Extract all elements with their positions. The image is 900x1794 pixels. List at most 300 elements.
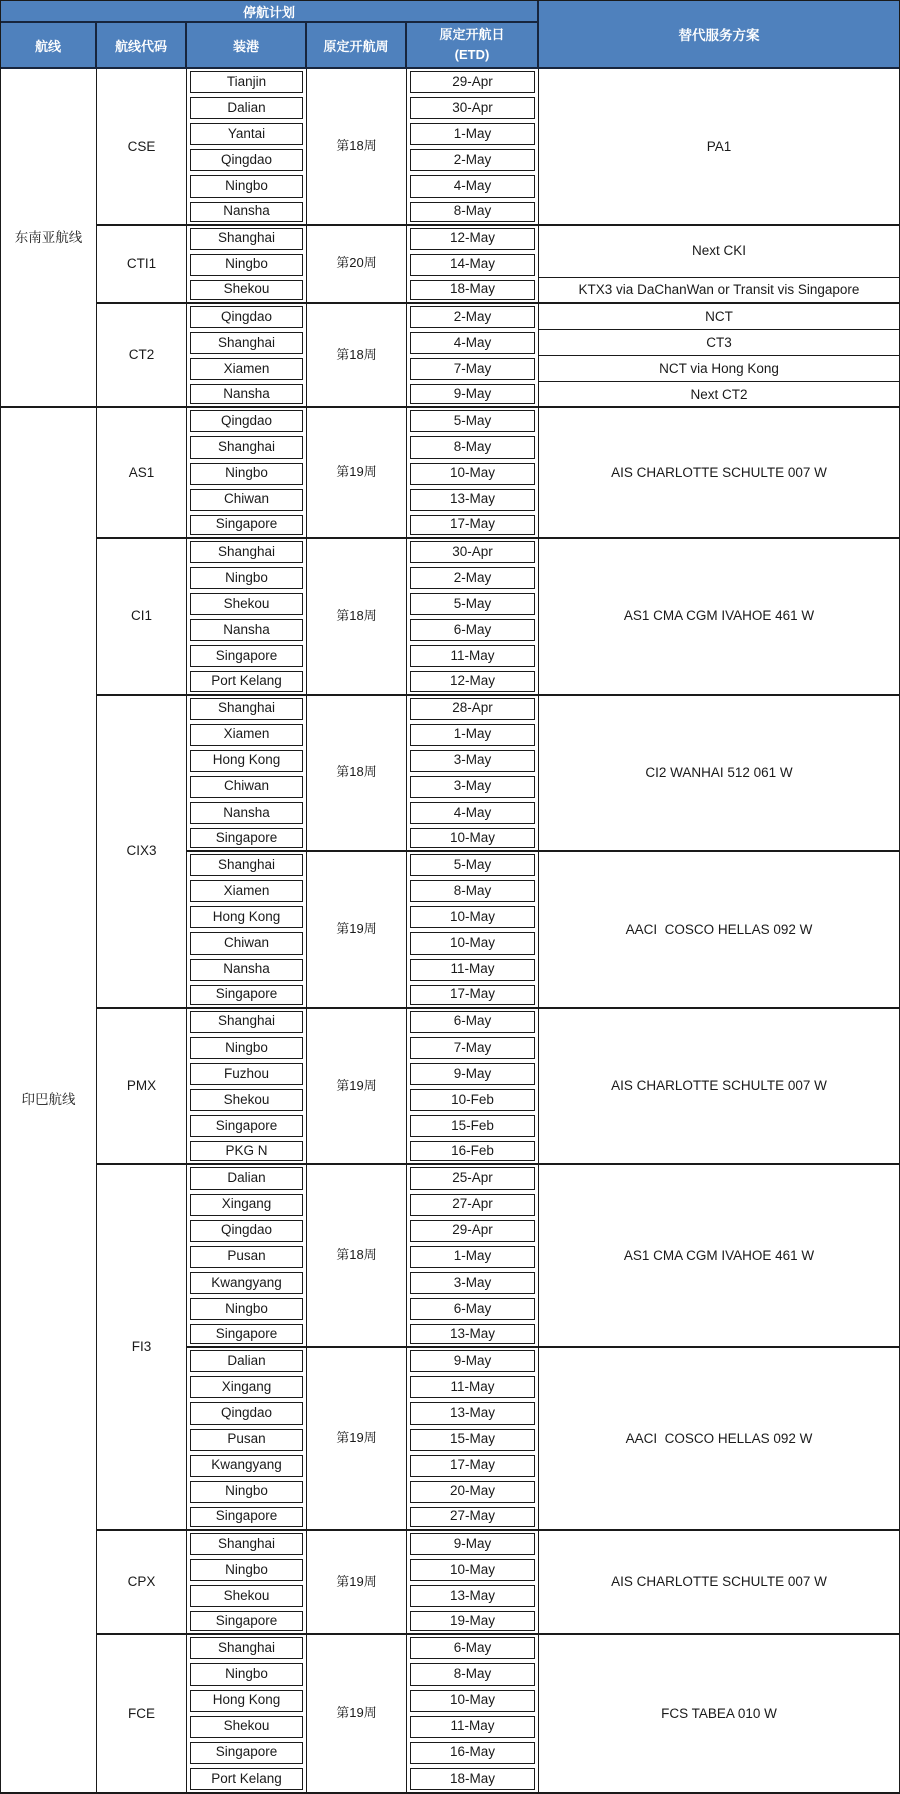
- port-name: Shanghai: [190, 854, 303, 876]
- port-cell: [187, 1400, 307, 1426]
- etd-date: 20-May: [410, 1481, 535, 1503]
- alt-service-cell: NCT: [539, 304, 899, 330]
- route-code-cell: CTI1: [97, 226, 187, 304]
- port-name: Xiamen: [190, 880, 303, 902]
- port-name: Shanghai: [190, 332, 303, 354]
- etd-cell: [407, 591, 539, 617]
- route-code-cell: PMX: [97, 1009, 187, 1166]
- port-name: Ningbo: [190, 463, 303, 485]
- port-cell: [187, 1244, 307, 1270]
- port-name: Shanghai: [190, 1533, 303, 1555]
- etd-date: 11-May: [410, 1716, 535, 1738]
- port-cell: [187, 200, 307, 226]
- port-cell: [187, 1661, 307, 1687]
- port-cell: [187, 565, 307, 591]
- etd-cell: [407, 1531, 539, 1557]
- port-name: Nansha: [190, 619, 303, 641]
- port-cell: [187, 304, 307, 330]
- header-etd-line2: (ETD): [454, 47, 490, 62]
- port-cell: [187, 1766, 307, 1792]
- port-name: Hong Kong: [190, 906, 303, 928]
- etd-date: 2-May: [410, 567, 535, 589]
- port-name: Nansha: [190, 384, 303, 404]
- etd-cell: [407, 1714, 539, 1740]
- etd-date: 25-Apr: [410, 1167, 535, 1189]
- port-name: Ningbo: [190, 175, 303, 197]
- etd-cell: [407, 1296, 539, 1322]
- etd-date: 2-May: [410, 306, 535, 328]
- week-cell: 第20周: [307, 226, 407, 304]
- etd-cell: [407, 1061, 539, 1087]
- port-name: Shanghai: [190, 436, 303, 458]
- etd-date: 4-May: [410, 802, 535, 824]
- alt-service-cell: AIS CHARLOTTE SCHULTE 007 W: [539, 1531, 899, 1635]
- port-cell: [187, 461, 307, 487]
- etd-cell: [407, 1400, 539, 1426]
- etd-date: 14-May: [410, 254, 535, 276]
- etd-date: 13-May: [410, 1324, 535, 1344]
- port-cell: [187, 1218, 307, 1244]
- port-name: Shekou: [190, 1089, 303, 1111]
- alt-service-cell: NCT via Hong Kong: [539, 356, 899, 382]
- etd-cell: [407, 539, 539, 565]
- etd-cell: [407, 1453, 539, 1479]
- port-cell: [187, 696, 307, 722]
- port-name: Pusan: [190, 1246, 303, 1268]
- etd-cell: [407, 1165, 539, 1191]
- etd-cell: [407, 1766, 539, 1792]
- etd-date: 8-May: [410, 1663, 535, 1685]
- port-name: Singapore: [190, 515, 303, 535]
- etd-date: 17-May: [410, 515, 535, 535]
- port-cell: [187, 1609, 307, 1635]
- etd-date: 10-Feb: [410, 1089, 535, 1111]
- port-cell: [187, 95, 307, 121]
- etd-date: 1-May: [410, 724, 535, 746]
- etd-cell: [407, 304, 539, 330]
- port-cell: [187, 513, 307, 539]
- port-name: Shanghai: [190, 1637, 303, 1659]
- port-name: Kwangyang: [190, 1272, 303, 1294]
- etd-cell: [407, 1218, 539, 1244]
- etd-cell: [407, 930, 539, 956]
- port-name: Singapore: [190, 985, 303, 1005]
- port-name: Shekou: [190, 593, 303, 615]
- route-group-cell: 印巴航线: [1, 408, 97, 1792]
- etd-cell: [407, 434, 539, 460]
- etd-date: 6-May: [410, 1637, 535, 1659]
- port-name: Nansha: [190, 202, 303, 222]
- port-cell: [187, 852, 307, 878]
- etd-date: 18-May: [410, 1768, 535, 1790]
- etd-date: 29-Apr: [410, 1220, 535, 1242]
- etd-cell: [407, 643, 539, 669]
- port-name: Qingdao: [190, 410, 303, 432]
- port-cell: [187, 1087, 307, 1113]
- etd-cell: [407, 173, 539, 199]
- port-name: Nansha: [190, 802, 303, 824]
- etd-date: 10-May: [410, 1690, 535, 1712]
- port-name: Ningbo: [190, 1481, 303, 1503]
- week-cell: 第19周: [307, 1531, 407, 1635]
- etd-date: 10-May: [410, 463, 535, 485]
- port-cell: [187, 1270, 307, 1296]
- port-name: Ningbo: [190, 1559, 303, 1581]
- etd-cell: [407, 1035, 539, 1061]
- week-cell: 第18周: [307, 1165, 407, 1348]
- etd-date: 9-May: [410, 1533, 535, 1555]
- port-name: Pusan: [190, 1429, 303, 1451]
- port-name: Port Kelang: [190, 1768, 303, 1790]
- port-cell: [187, 539, 307, 565]
- route-code-cell: FI3: [97, 1165, 187, 1530]
- week-cell: 第18周: [307, 304, 407, 408]
- port-cell: [187, 487, 307, 513]
- etd-cell: [407, 1087, 539, 1113]
- port-cell: [187, 278, 307, 304]
- header-etd-line1: 原定开航日: [439, 26, 505, 42]
- port-cell: [187, 878, 307, 904]
- port-name: Qingdao: [190, 1402, 303, 1424]
- header-route-code: 航线代码: [97, 23, 187, 69]
- port-name: Dalian: [190, 1167, 303, 1189]
- alt-service-cell: PA1: [539, 69, 899, 226]
- week-cell: 第19周: [307, 1348, 407, 1531]
- port-name: Xingang: [190, 1376, 303, 1398]
- port-cell: [187, 408, 307, 434]
- etd-date: 18-May: [410, 280, 535, 300]
- port-name: Dalian: [190, 97, 303, 119]
- etd-date: 8-May: [410, 436, 535, 458]
- etd-cell: [407, 904, 539, 930]
- week-cell: 第19周: [307, 408, 407, 539]
- route-code-cell: CPX: [97, 1531, 187, 1635]
- etd-date: 5-May: [410, 854, 535, 876]
- port-cell: [187, 1348, 307, 1374]
- port-name: PKG N: [190, 1141, 303, 1161]
- port-cell: [187, 147, 307, 173]
- etd-cell: [407, 382, 539, 408]
- etd-date: 11-May: [410, 1376, 535, 1398]
- etd-date: 8-May: [410, 202, 535, 222]
- alt-service-cell: Next CT2: [539, 382, 899, 408]
- week-cell: 第19周: [307, 1009, 407, 1166]
- port-cell: [187, 1427, 307, 1453]
- etd-date: 19-May: [410, 1611, 535, 1631]
- port-name: Tianjin: [190, 71, 303, 93]
- port-name: Shanghai: [190, 698, 303, 720]
- alt-service-cell: AIS CHARLOTTE SCHULTE 007 W: [539, 1009, 899, 1166]
- etd-cell: [407, 722, 539, 748]
- route-code-cell: AS1: [97, 408, 187, 539]
- port-cell: [187, 983, 307, 1009]
- etd-cell: [407, 1192, 539, 1218]
- week-cell: 第18周: [307, 696, 407, 853]
- etd-cell: [407, 826, 539, 852]
- etd-date: 11-May: [410, 959, 535, 981]
- port-cell: [187, 1714, 307, 1740]
- port-name: Qingdao: [190, 149, 303, 171]
- etd-cell: [407, 774, 539, 800]
- port-cell: [187, 930, 307, 956]
- port-name: Shanghai: [190, 541, 303, 563]
- etd-date: 15-Feb: [410, 1115, 535, 1137]
- port-name: Singapore: [190, 828, 303, 848]
- port-cell: [187, 904, 307, 930]
- port-cell: [187, 1009, 307, 1035]
- port-cell: [187, 722, 307, 748]
- port-name: Singapore: [190, 645, 303, 667]
- etd-date: 12-May: [410, 228, 535, 250]
- header-route: 航线: [1, 23, 97, 69]
- etd-cell: [407, 69, 539, 95]
- port-cell: [187, 1688, 307, 1714]
- etd-cell: [407, 330, 539, 356]
- route-code-cell: FCE: [97, 1635, 187, 1792]
- port-name: Ningbo: [190, 254, 303, 276]
- alt-service-cell: KTX3 via DaChanWan or Transit vis Singapore: [539, 278, 899, 304]
- etd-cell: [407, 487, 539, 513]
- port-cell: [187, 1531, 307, 1557]
- etd-cell: [407, 1609, 539, 1635]
- etd-cell: [407, 513, 539, 539]
- etd-cell: [407, 461, 539, 487]
- etd-cell: [407, 748, 539, 774]
- etd-date: 3-May: [410, 1272, 535, 1294]
- port-cell: [187, 826, 307, 852]
- etd-date: 10-May: [410, 828, 535, 848]
- etd-date: 30-Apr: [410, 97, 535, 119]
- etd-date: 27-Apr: [410, 1194, 535, 1216]
- port-name: Shanghai: [190, 228, 303, 250]
- alt-service-cell: AS1 CMA CGM IVAHOE 461 W: [539, 1165, 899, 1348]
- port-name: Dalian: [190, 1350, 303, 1372]
- port-name: Ningbo: [190, 567, 303, 589]
- etd-date: 3-May: [410, 750, 535, 772]
- port-cell: [187, 121, 307, 147]
- etd-date: 16-May: [410, 1742, 535, 1764]
- port-name: Xiamen: [190, 724, 303, 746]
- etd-date: 27-May: [410, 1507, 535, 1527]
- etd-date: 12-May: [410, 671, 535, 691]
- port-cell: [187, 382, 307, 408]
- etd-date: 13-May: [410, 489, 535, 511]
- etd-date: 16-Feb: [410, 1141, 535, 1161]
- port-name: Hong Kong: [190, 1690, 303, 1712]
- etd-cell: [407, 1374, 539, 1400]
- etd-cell: [407, 1348, 539, 1374]
- etd-date: 9-May: [410, 1063, 535, 1085]
- etd-cell: [407, 852, 539, 878]
- etd-date: 29-Apr: [410, 71, 535, 93]
- alt-service-cell: Next CKI: [539, 226, 899, 278]
- port-name: Qingdao: [190, 306, 303, 328]
- etd-date: 15-May: [410, 1429, 535, 1451]
- etd-date: 11-May: [410, 645, 535, 667]
- etd-date: 8-May: [410, 880, 535, 902]
- port-cell: [187, 330, 307, 356]
- header-alternative-service: 替代服务方案: [539, 1, 899, 69]
- port-cell: [187, 1740, 307, 1766]
- port-cell: [187, 1453, 307, 1479]
- etd-date: 13-May: [410, 1402, 535, 1424]
- port-name: Singapore: [190, 1742, 303, 1764]
- alt-service-cell: AIS CHARLOTTE SCHULTE 007 W: [539, 408, 899, 539]
- alt-service-cell: AS1 CMA CGM IVAHOE 461 W: [539, 539, 899, 696]
- port-cell: [187, 1061, 307, 1087]
- etd-cell: [407, 200, 539, 226]
- port-cell: [187, 1113, 307, 1139]
- route-code-cell: CSE: [97, 69, 187, 226]
- port-name: Ningbo: [190, 1037, 303, 1059]
- etd-cell: [407, 983, 539, 1009]
- etd-cell: [407, 957, 539, 983]
- port-cell: [187, 1296, 307, 1322]
- port-cell: [187, 1557, 307, 1583]
- etd-date: 1-May: [410, 1246, 535, 1268]
- etd-cell: [407, 1557, 539, 1583]
- etd-cell: [407, 800, 539, 826]
- port-name: Fuzhou: [190, 1063, 303, 1085]
- etd-cell: [407, 696, 539, 722]
- port-cell: [187, 1165, 307, 1191]
- alt-service-cell: FCS TABEA 010 W: [661, 1705, 777, 1721]
- port-cell: [187, 591, 307, 617]
- etd-date: 6-May: [410, 619, 535, 641]
- route-code-cell: CIX3: [97, 696, 187, 1009]
- etd-cell: [407, 1661, 539, 1687]
- etd-date: 17-May: [410, 985, 535, 1005]
- etd-date: 6-May: [410, 1298, 535, 1320]
- port-name: Port Kelang: [190, 671, 303, 691]
- alt-service-cell: CI2 WANHAI 512 061 W: [539, 696, 899, 853]
- etd-cell: [407, 1583, 539, 1609]
- etd-cell: [407, 1139, 539, 1165]
- port-name: Singapore: [190, 1611, 303, 1631]
- port-cell: [187, 669, 307, 695]
- etd-cell: [407, 565, 539, 591]
- port-name: Shekou: [190, 1716, 303, 1738]
- port-cell: [187, 800, 307, 826]
- etd-date: 5-May: [410, 593, 535, 615]
- etd-date: 30-Apr: [410, 541, 535, 563]
- port-name: Chiwan: [190, 776, 303, 798]
- etd-date: 2-May: [410, 149, 535, 171]
- etd-cell: [407, 121, 539, 147]
- port-cell: [187, 748, 307, 774]
- port-name: Nansha: [190, 959, 303, 981]
- etd-cell: [407, 1688, 539, 1714]
- etd-cell: [407, 95, 539, 121]
- port-cell: [187, 226, 307, 252]
- header-loading-port: 装港: [187, 23, 307, 69]
- port-cell: [187, 1635, 307, 1661]
- etd-cell: [407, 226, 539, 252]
- port-name: Ningbo: [190, 1663, 303, 1685]
- port-cell: [187, 1505, 307, 1531]
- etd-date: 9-May: [410, 1350, 535, 1372]
- week-cell: 第19周: [307, 852, 407, 1009]
- etd-cell: [407, 1505, 539, 1531]
- etd-date: 4-May: [410, 175, 535, 197]
- port-cell: [187, 1322, 307, 1348]
- port-name: Shanghai: [190, 1011, 303, 1033]
- etd-cell: [407, 1113, 539, 1139]
- port-name: Ningbo: [190, 1298, 303, 1320]
- port-name: Singapore: [190, 1324, 303, 1344]
- port-name: Kwangyang: [190, 1455, 303, 1477]
- etd-cell: [407, 1635, 539, 1661]
- port-cell: [187, 173, 307, 199]
- port-cell: [187, 434, 307, 460]
- alt-service-cell: AACI COSCO HELLAS 092 W: [539, 1348, 899, 1531]
- port-cell: [187, 356, 307, 382]
- port-name: Chiwan: [190, 932, 303, 954]
- route-code-cell: CI1: [97, 539, 187, 696]
- port-cell: [187, 1583, 307, 1609]
- route-group-cell: 东南亚航线: [1, 69, 97, 408]
- etd-date: 10-May: [410, 906, 535, 928]
- header-etd: [407, 23, 539, 69]
- etd-cell: [407, 1740, 539, 1766]
- port-cell: [187, 774, 307, 800]
- etd-cell: [407, 1479, 539, 1505]
- port-cell: [187, 957, 307, 983]
- alt-service-cell: AACI COSCO HELLAS 092 W: [539, 852, 899, 1009]
- etd-date: 7-May: [410, 1037, 535, 1059]
- etd-cell: [407, 356, 539, 382]
- port-name: Yantai: [190, 123, 303, 145]
- etd-cell: [407, 617, 539, 643]
- port-cell: [187, 69, 307, 95]
- etd-date: 7-May: [410, 358, 535, 380]
- port-cell: [187, 1374, 307, 1400]
- etd-date: 5-May: [410, 410, 535, 432]
- port-name: Shekou: [190, 280, 303, 300]
- header-original-week: 原定开航周: [307, 23, 407, 69]
- etd-cell: [407, 1427, 539, 1453]
- etd-cell: [407, 878, 539, 904]
- port-name: Singapore: [190, 1115, 303, 1137]
- port-cell: [187, 643, 307, 669]
- port-name: Qingdao: [190, 1220, 303, 1242]
- etd-cell: [407, 1009, 539, 1035]
- etd-date: 4-May: [410, 332, 535, 354]
- port-cell: [187, 1139, 307, 1165]
- etd-cell: [407, 1322, 539, 1348]
- alt-service-cell: CT3: [539, 330, 899, 356]
- port-cell: [187, 1035, 307, 1061]
- week-cell: 第19周: [307, 1635, 407, 1792]
- etd-date: 13-May: [410, 1585, 535, 1607]
- port-cell: [187, 617, 307, 643]
- etd-date: 10-May: [410, 1559, 535, 1581]
- etd-cell: [407, 252, 539, 278]
- port-name: Shekou: [190, 1585, 303, 1607]
- etd-date: 10-May: [410, 932, 535, 954]
- etd-cell: [407, 669, 539, 695]
- port-name: Singapore: [190, 1507, 303, 1527]
- week-cell: 第18周: [307, 539, 407, 696]
- port-name: Xiamen: [190, 358, 303, 380]
- etd-cell: [407, 147, 539, 173]
- port-cell: [187, 252, 307, 278]
- port-cell: [187, 1479, 307, 1505]
- etd-cell: [407, 1244, 539, 1270]
- etd-date: 1-May: [410, 123, 535, 145]
- port-name: Xingang: [190, 1194, 303, 1216]
- port-name: Chiwan: [190, 489, 303, 511]
